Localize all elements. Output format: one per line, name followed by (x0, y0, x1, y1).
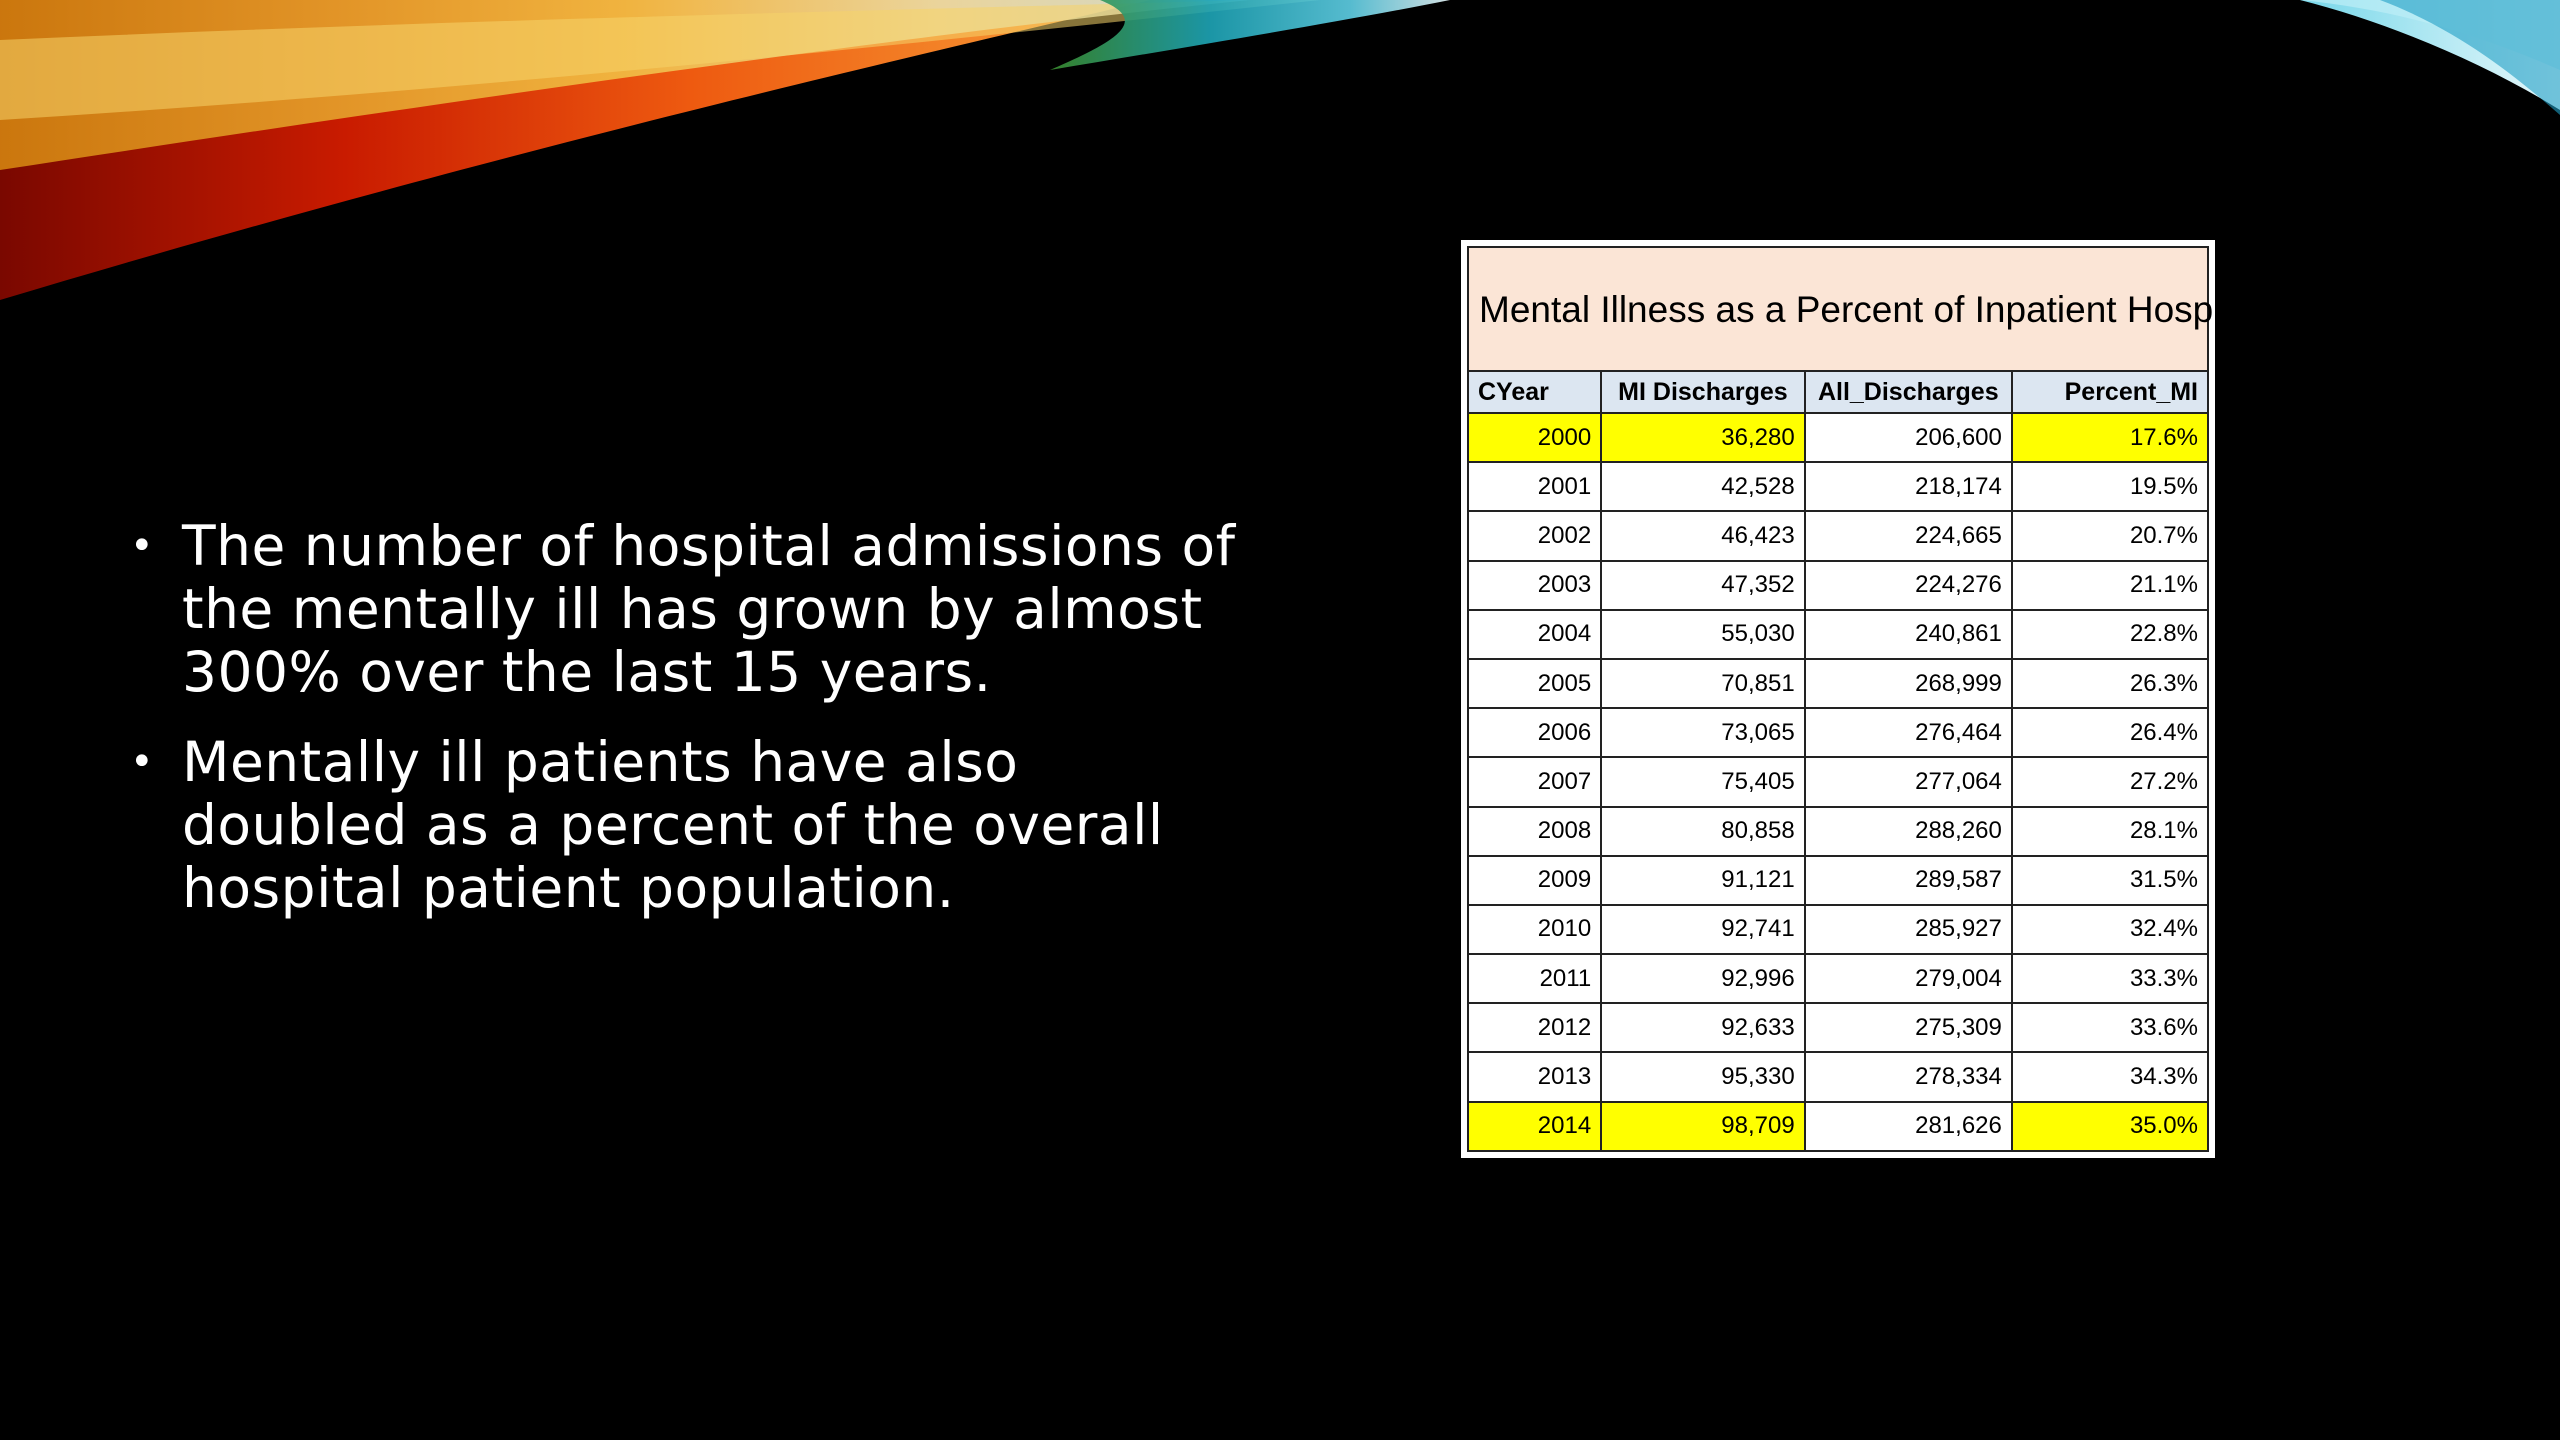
cell-year: 2002 (1468, 511, 1601, 560)
cell-mi-discharges: 36,280 (1601, 413, 1805, 462)
cell-mi-discharges: 47,352 (1601, 561, 1805, 610)
cell-percent-mi: 34.3% (2012, 1052, 2208, 1101)
cell-all-discharges: 289,587 (1805, 856, 2012, 905)
cell-year: 2007 (1468, 757, 1601, 806)
cell-mi-discharges: 98,709 (1601, 1102, 1805, 1151)
bullet-item (130, 515, 1250, 704)
cell-year: 2012 (1468, 1003, 1601, 1052)
cell-all-discharges: 288,260 (1805, 807, 2012, 856)
cell-all-discharges: 218,174 (1805, 462, 2012, 511)
bullet-text: Mentally ill patients have also doubled as a percent of the overall hospital patient population. (182, 730, 1164, 920)
cell-percent-mi: 35.0% (2012, 1102, 2208, 1151)
table-row (1468, 413, 2208, 462)
cell-all-discharges: 285,927 (1805, 905, 2012, 954)
cell-percent-mi: 27.2% (2012, 757, 2208, 806)
table-body (1468, 413, 2208, 1151)
cell-all-discharges: 224,276 (1805, 561, 2012, 610)
table-row (1468, 1052, 2208, 1101)
cell-all-discharges: 276,464 (1805, 708, 2012, 757)
cell-year: 2011 (1468, 954, 1601, 1003)
cell-percent-mi: 22.8% (2012, 610, 2208, 659)
cell-mi-discharges: 73,065 (1601, 708, 1805, 757)
cell-percent-mi: 33.3% (2012, 954, 2208, 1003)
bullet-list (130, 515, 1250, 947)
cell-year: 2000 (1468, 413, 1601, 462)
table-row (1468, 954, 2208, 1003)
cell-year: 2003 (1468, 561, 1601, 610)
cell-mi-discharges: 91,121 (1601, 856, 1805, 905)
table-row (1468, 807, 2208, 856)
cell-all-discharges: 240,861 (1805, 610, 2012, 659)
table-row (1468, 856, 2208, 905)
table-row (1468, 561, 2208, 610)
table-row (1468, 708, 2208, 757)
bullet-dot-icon: • (130, 523, 155, 569)
cell-year: 2010 (1468, 905, 1601, 954)
cell-mi-discharges: 92,996 (1601, 954, 1805, 1003)
table-row (1468, 757, 2208, 806)
table-row (1468, 1102, 2208, 1151)
column-header-percent-mi: Percent_MI (2012, 371, 2208, 413)
bullet-dot-icon: • (130, 739, 155, 785)
cell-percent-mi: 28.1% (2012, 807, 2208, 856)
cell-all-discharges: 279,004 (1805, 954, 2012, 1003)
bullet-text: The number of hospital admissions of the mentally ill has grown by almost 300% over the last 15 years. (182, 514, 1236, 704)
cell-year: 2004 (1468, 610, 1601, 659)
cell-percent-mi: 33.6% (2012, 1003, 2208, 1052)
table-row (1468, 1003, 2208, 1052)
column-header-cyear: CYear (1468, 371, 1601, 413)
mental-illness-table (1467, 246, 2446, 1152)
table-header-row (1468, 371, 2208, 413)
cell-percent-mi: 32.4% (2012, 905, 2208, 954)
cell-year: 2009 (1468, 856, 1601, 905)
cell-all-discharges: 281,626 (1805, 1102, 2012, 1151)
cell-all-discharges: 278,334 (1805, 1052, 2012, 1101)
cell-year: 2014 (1468, 1102, 1601, 1151)
cell-percent-mi: 20.7% (2012, 511, 2208, 560)
table-title: Mental Illness as a Percent of Inpatient Hospital Population (1468, 247, 2208, 371)
table-row (1468, 905, 2208, 954)
cell-mi-discharges: 92,633 (1601, 1003, 1805, 1052)
data-table-image (1461, 240, 2446, 1158)
table-row (1468, 610, 2208, 659)
cell-percent-mi: 26.4% (2012, 708, 2208, 757)
cell-percent-mi: 19.5% (2012, 462, 2208, 511)
cell-year: 2013 (1468, 1052, 1601, 1101)
cell-percent-mi: 31.5% (2012, 856, 2208, 905)
cell-percent-mi: 21.1% (2012, 561, 2208, 610)
cell-mi-discharges: 55,030 (1601, 610, 1805, 659)
table-row (1468, 659, 2208, 708)
cell-mi-discharges: 95,330 (1601, 1052, 1805, 1101)
cell-mi-discharges: 92,741 (1601, 905, 1805, 954)
cell-percent-mi: 26.3% (2012, 659, 2208, 708)
bullet-item (130, 731, 1250, 920)
table-row (1468, 462, 2208, 511)
column-header-mi-discharges: MI Discharges (1601, 371, 1805, 413)
cell-mi-discharges: 42,528 (1601, 462, 1805, 511)
cell-all-discharges: 224,665 (1805, 511, 2012, 560)
cell-all-discharges: 277,064 (1805, 757, 2012, 806)
cell-all-discharges: 206,600 (1805, 413, 2012, 462)
column-header-all-discharges: All_Discharges (1805, 371, 2012, 413)
cell-mi-discharges: 70,851 (1601, 659, 1805, 708)
cell-mi-discharges: 75,405 (1601, 757, 1805, 806)
cell-percent-mi: 17.6% (2012, 413, 2208, 462)
cell-all-discharges: 268,999 (1805, 659, 2012, 708)
cell-year: 2005 (1468, 659, 1601, 708)
table-row (1468, 511, 2208, 560)
cell-mi-discharges: 46,423 (1601, 511, 1805, 560)
cell-year: 2006 (1468, 708, 1601, 757)
cell-all-discharges: 275,309 (1805, 1003, 2012, 1052)
cell-mi-discharges: 80,858 (1601, 807, 1805, 856)
cell-year: 2008 (1468, 807, 1601, 856)
cell-year: 2001 (1468, 462, 1601, 511)
